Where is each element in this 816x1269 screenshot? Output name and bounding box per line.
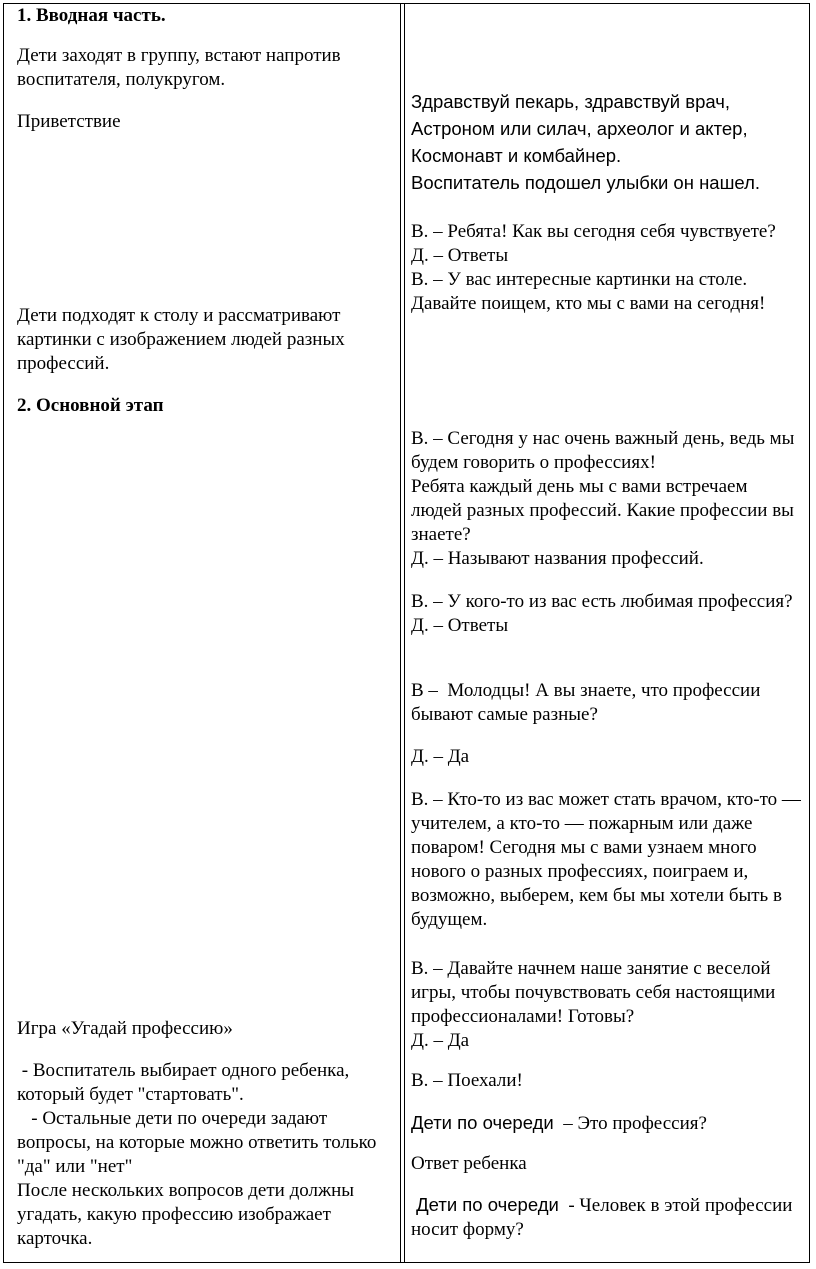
dialogue-block-7: В. – Давайте начнем наше занятие с веселой игры, чтобы почувствовать себя настоящими профессионалами! Готовы? Д. – Да xyxy=(411,958,776,1051)
dialogue-block-3: В. – У кого-то из вас есть любимая профессия? Д. – Ответы xyxy=(411,591,793,636)
dialogue-block-8: В. – Поехали! xyxy=(411,1070,523,1091)
dialogue-block-9 xyxy=(411,1111,803,1136)
dialogue-block-4: В – Молодцы! А вы знаете, что профессии бывают самые разные? xyxy=(411,680,766,725)
section-2-title: 2. Основной этап xyxy=(17,395,164,416)
question-uniform: - Человек в этой профессии носит форму? xyxy=(411,1195,798,1240)
column-divider-inner xyxy=(404,3,405,1263)
left-paragraph-greeting: Приветствие xyxy=(17,111,121,132)
dialogue-block-10: Ответ ребенка xyxy=(411,1153,527,1174)
dialogue-block-2: В. – Сегодня у нас очень важный день, ведь мы будем говорить о профессиях! Ребята каждый день мы с вами встречаем людей разных профессий. Какие профессии вы знаете? Д. – Называют названия профессий. xyxy=(411,428,795,569)
dialogue-block-6: В. – Кто-то из вас может стать врачом, кто-то — учителем, а кто-то — пожарным или даже поваром! Сегодня мы с вами узнаем много нового о разных профессиях, поиграем и, возможно, выберем, кем бы мы хотели быть в будущем. xyxy=(411,789,806,930)
section-1-title: 1. Вводная часть. xyxy=(17,5,166,26)
left-paragraph-entry: Дети заходят в группу, встают напротив воспитателя, полукругом. xyxy=(17,45,346,90)
greeting-poem: Здравствуй пекарь, здравствуй врач, Астроном или силач, археолог и актер, Космонавт и комбайнер. Воспитатель подошел улыбки он нашел. xyxy=(411,91,761,193)
dialogue-block-1: В. – Ребята! Как вы сегодня себя чувствуете? Д. – Ответы В. – У вас интересные картинки на столе. Давайте поищем, кто мы с вами на сегодня! xyxy=(411,221,776,314)
dialogue-block-5: Д. – Да xyxy=(411,746,470,767)
left-paragraph-game-rules: - Воспитатель выбирает одного ребенка, который будет "стартовать". - Остальные дети по очереди задают вопросы, на которые можно ответить только "да" или "нет" После нескольких вопросов дети должны угадать, какую профессию изображает карточка. xyxy=(17,1060,377,1249)
children-in-turn-label: Дети по очереди xyxy=(411,1112,554,1133)
left-paragraph-pictures: Дети подходят к столу и рассматривают картинки с изображением людей разных профессий. xyxy=(17,305,350,374)
children-in-turn-label-2: Дети по очереди xyxy=(411,1194,559,1215)
left-paragraph-game-title: Игра «Угадай профессию» xyxy=(17,1018,233,1039)
dialogue-block-11 xyxy=(411,1193,803,1242)
question-profession: – Это профессия? xyxy=(553,1113,707,1134)
column-divider xyxy=(400,3,401,1263)
